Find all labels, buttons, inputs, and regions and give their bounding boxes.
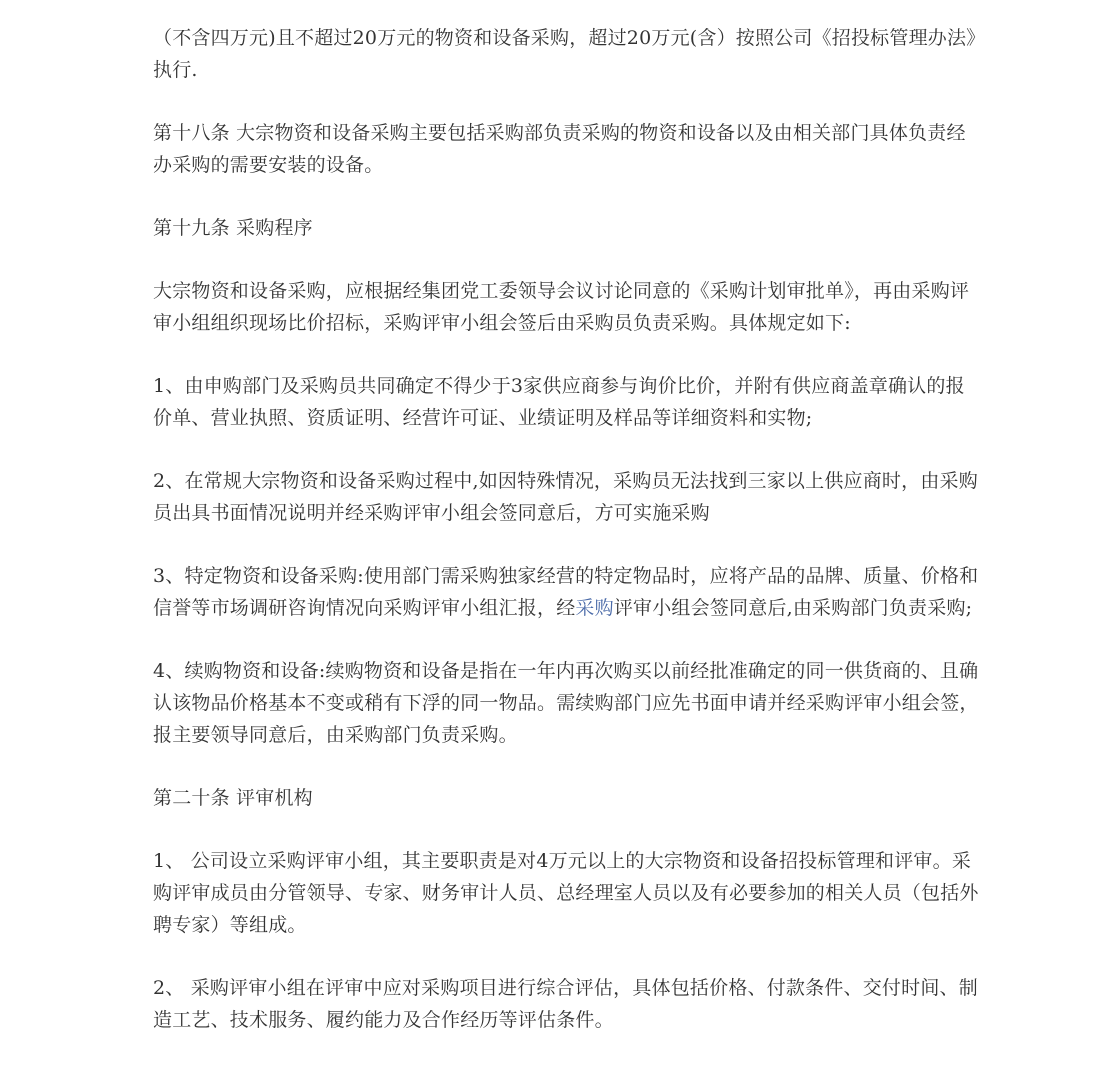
paragraph-procurement-limit: （不含四万元)且不超过20万元的物资和设备采购，超过20万元(含）按照公司《招投标管理办法》执行. (153, 27, 976, 81)
list-item-3-specific-items (153, 560, 983, 624)
paragraph-procurement-approval: 大宗物资和设备采购，应根据经集团党工委领导会议讨论同意的《采购计划审批单》，再由采购评审小组组织现场比价招标，采购评审小组会签后由采购员负责采购。具体规定如下: (153, 280, 970, 334)
procurement-link[interactable]: 采购 (575, 597, 614, 619)
paragraph-review-group: 1、 公司设立采购评审小组，其主要职责是对4万元以上的大宗物资和设备招投标管理和评审。采购评审成员由分管领导、专家、财务审计人员、总经理室人员以及有必要参加的相关人员（包括外聘专家）等组成。 (153, 850, 979, 936)
list-item-4-repeat-purchase: 4、续购物资和设备:续购物资和设备是指在一年内再次购买以前经批准确定的同一供货商的、且确认该物品价格基本不变或稍有下浮的同一物品。需续购部门应先书面申请并经采购评审小组会签，报主要领导同意后，由采购部门负责采购。 (153, 660, 979, 746)
heading-article-20: 第二十条 评审机构 (153, 787, 313, 809)
list-item-3-text-after: 评审小组会签同意后,由采购部门负责采购; (613, 597, 973, 619)
article-body (153, 22, 983, 1036)
paragraph-review-evaluation: 2、 采购评审小组在评审中应对采购项目进行综合评估，具体包括价格、付款条件、交付时间、制造工艺、技术服务、履约能力及合作经历等评估条件。 (153, 977, 978, 1031)
heading-article-19: 第十九条 采购程序 (153, 217, 313, 239)
list-item-3-text-before: 3、特定物资和设备采购:使用部门需采购独家经营的特定物品时，应将产品的品牌、质量、价格和信誉等市场调研咨询情况向采购评审小组汇报，经 (153, 565, 979, 619)
list-item-1-supplier-quotes: 1、由申购部门及采购员共同确定不得少于3家供应商参与询价比价，并附有供应商盖章确认的报价单、营业执照、资质证明、经营许可证、业绩证明及样品等详细资料和实物; (153, 375, 965, 429)
list-item-2-special-case: 2、在常规大宗物资和设备采购过程中,如因特殊情况，采购员无法找到三家以上供应商时，由采购员出具书面情况说明并经采购评审小组会签同意后，方可实施采购 (153, 470, 978, 524)
paragraph-article-18: 第十八条 大宗物资和设备采购主要包括采购部负责采购的物资和设备以及由相关部门具体负责经办采购的需要安装的设备。 (153, 122, 966, 176)
